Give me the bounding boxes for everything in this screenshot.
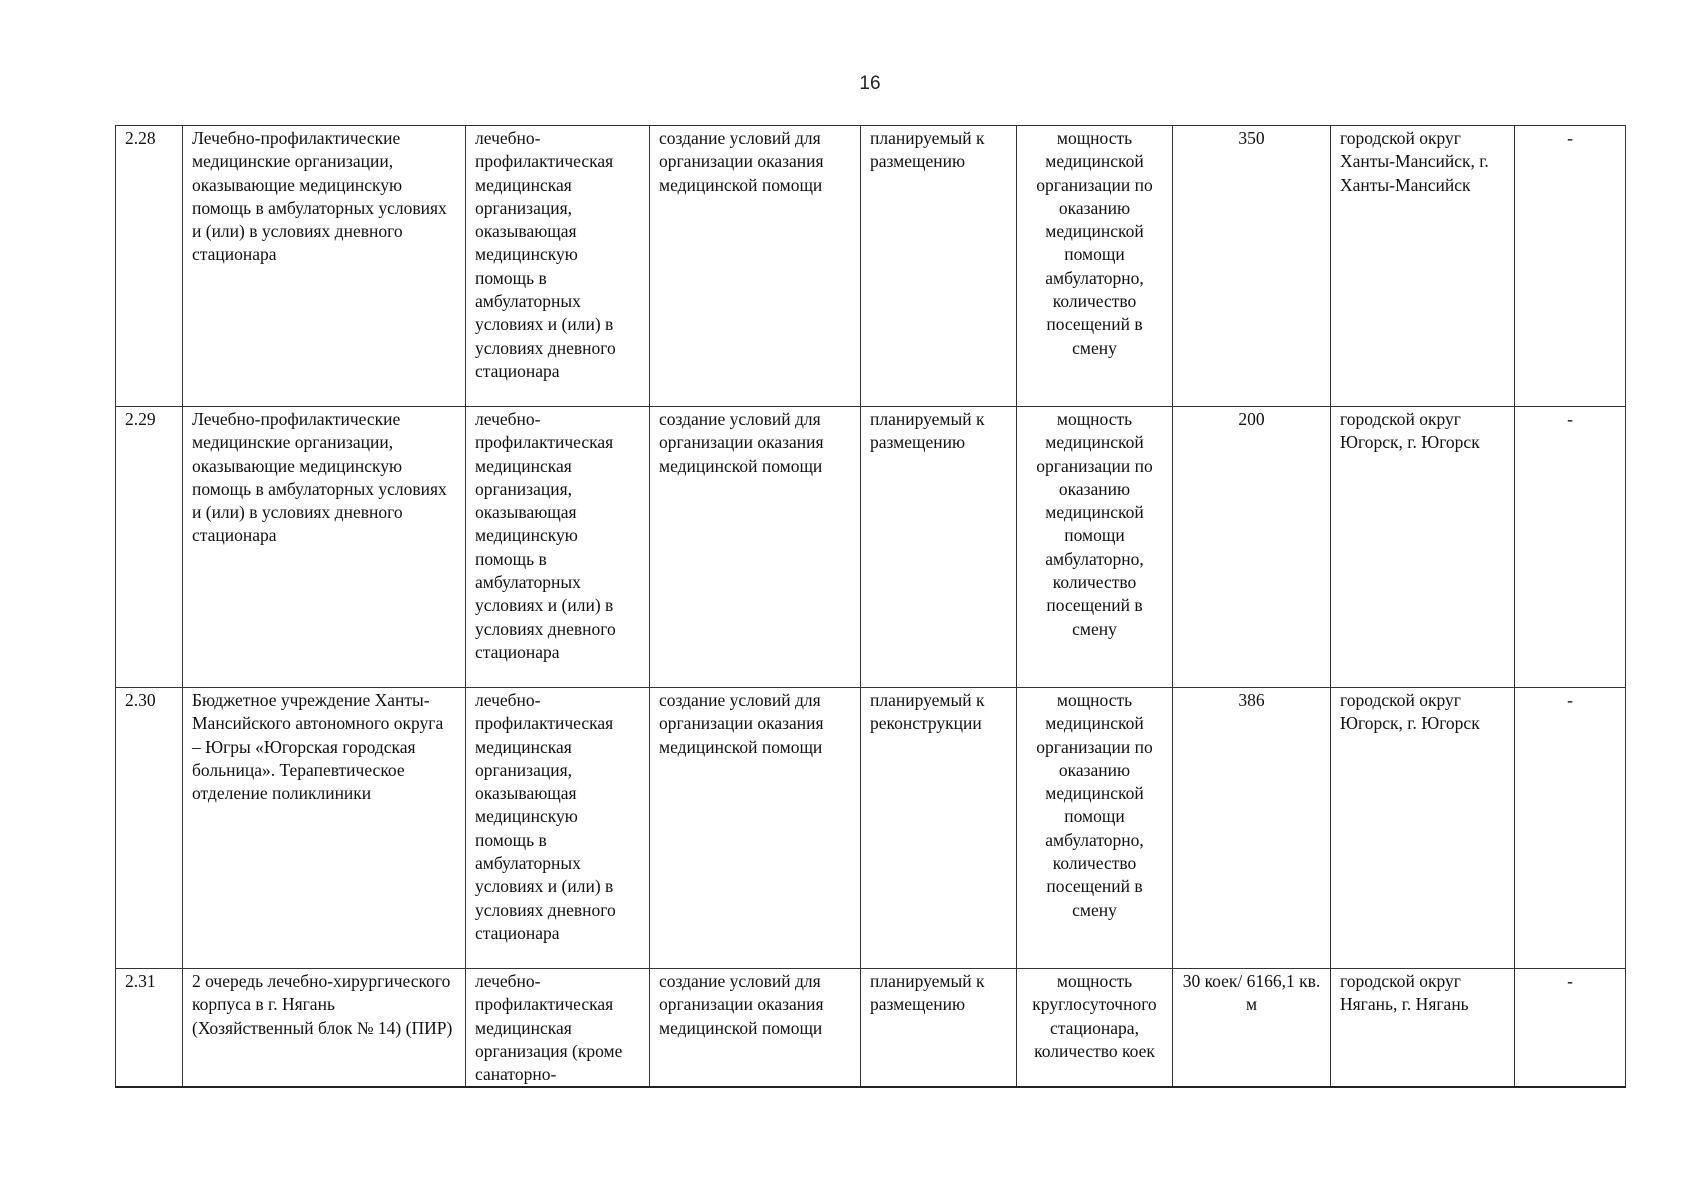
value-cell: 386 [1173, 688, 1331, 969]
row-number-cell: 2.30 [116, 688, 183, 969]
row-number-cell: 2.28 [116, 126, 183, 407]
characteristic-cell: мощность медицинской организации по оказанию медицинской помощи амбулаторно, количество посещений в смену [1017, 126, 1173, 407]
purpose-cell: создание условий для организации оказания медицинской помощи [650, 407, 861, 688]
zone-cell: - [1515, 969, 1626, 1088]
location-cell: городской округ Югорск, г. Югорск [1331, 688, 1515, 969]
table-row [116, 969, 1626, 1088]
value-cell: 30 коек/ 6166,1 кв. м [1173, 969, 1331, 1088]
zone-cell: - [1515, 688, 1626, 969]
purpose-cell: создание условий для организации оказания медицинской помощи [650, 688, 861, 969]
object-name-cell: Лечебно-профилактические медицинские организации, оказывающие медицинскую помощь в амбулаторных условиях и (или) в условиях дневного стационара [183, 407, 466, 688]
purpose-cell: создание условий для организации оказания медицинской помощи [650, 969, 861, 1088]
characteristic-cell: мощность медицинской организации по оказанию медицинской помощи амбулаторно, количество посещений в смену [1017, 688, 1173, 969]
page-number: 16 [859, 73, 881, 94]
object-type-cell: лечебно-профилактическая медицинская организация, оказывающая медицинскую помощь в амбулаторных условиях и (или) в условиях дневного стационара [466, 688, 650, 969]
status-cell: планируемый к размещению [861, 126, 1017, 407]
object-name-cell: Бюджетное учреждение Ханты-Мансийского автономного округа – Югры «Югорская городская больница». Терапевтическое отделение поликлиники [183, 688, 466, 969]
object-name-cell: 2 очередь лечебно-хирургического корпуса в г. Нягань (Хозяйственный блок № 14) (ПИР) [183, 969, 466, 1088]
table-row [116, 126, 1626, 407]
status-cell: планируемый к реконструкции [861, 688, 1017, 969]
value-cell: 200 [1173, 407, 1331, 688]
object-name-cell: Лечебно-профилактические медицинские организации, оказывающие медицинскую помощь в амбулаторных условиях и (или) в условиях дневного стационара [183, 126, 466, 407]
value-cell: 350 [1173, 126, 1331, 407]
characteristic-cell: мощность круглосуточного стационара, количество коек [1017, 969, 1173, 1088]
status-cell: планируемый к размещению [861, 407, 1017, 688]
status-cell: планируемый к размещению [861, 969, 1017, 1088]
purpose-cell: создание условий для организации оказания медицинской помощи [650, 126, 861, 407]
location-cell: городской округ Нягань, г. Нягань [1331, 969, 1515, 1088]
characteristic-cell: мощность медицинской организации по оказанию медицинской помощи амбулаторно, количество посещений в смену [1017, 407, 1173, 688]
table-row [116, 688, 1626, 969]
location-cell: городской округ Югорск, г. Югорск [1331, 407, 1515, 688]
zone-cell: - [1515, 407, 1626, 688]
location-cell: городской округ Ханты-Мансийск, г. Ханты-Мансийск [1331, 126, 1515, 407]
zone-cell: - [1515, 126, 1626, 407]
object-type-cell: лечебно-профилактическая медицинская организация (кроме санаторно- [466, 969, 650, 1088]
object-type-cell: лечебно-профилактическая медицинская организация, оказывающая медицинскую помощь в амбулаторных условиях и (или) в условиях дневного стационара [466, 126, 650, 407]
row-number-cell: 2.31 [116, 969, 183, 1088]
object-type-cell: лечебно-профилактическая медицинская организация, оказывающая медицинскую помощь в амбулаторных условиях и (или) в условиях дневного стационара [466, 407, 650, 688]
table-row [116, 407, 1626, 688]
planned-objects-table [115, 125, 1626, 1088]
row-number-cell: 2.29 [116, 407, 183, 688]
